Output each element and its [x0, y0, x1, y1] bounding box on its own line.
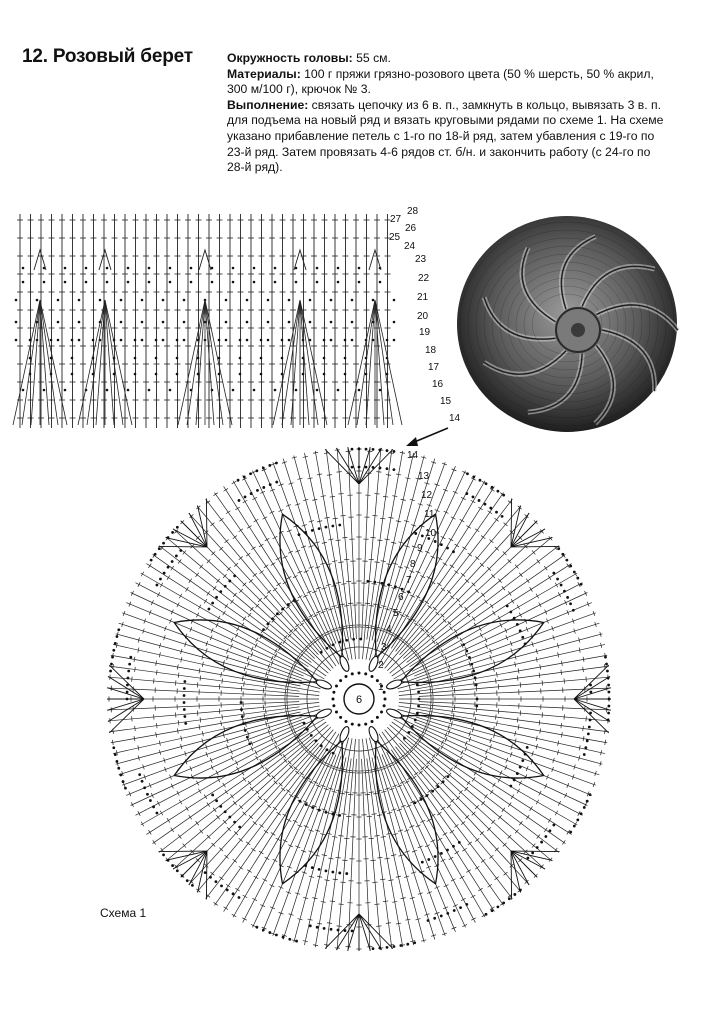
- top-chart-row-numbers: [389, 206, 461, 424]
- row-number: 23: [415, 254, 427, 265]
- row-number: 7: [406, 575, 412, 586]
- row-number: 3: [381, 642, 387, 653]
- row-number: 21: [417, 292, 429, 303]
- execution-value: связать цепочку из 6 в. п., замкнуть в кольцо, вывязать 3 в. п. для подъема на новый ряд и вязать круговыми рядами по схеме 1. На схеме указано прибавление петель с 1-го по 18-й ряд, затем убавления с 19-го по 23-й ряд. Затем провязать 4-6 рядов ст. б/н. и закончить работу (с 24-го по 28-й ряд).: [227, 97, 664, 175]
- circumference-label: Окружность головы:: [227, 51, 353, 65]
- row-number: 13: [418, 471, 430, 482]
- page-title: 12. Розовый берет: [22, 46, 193, 67]
- row-number: 19: [419, 327, 431, 338]
- row-number: 15: [440, 396, 452, 407]
- row-number: 11: [424, 509, 435, 520]
- row-number: 16: [432, 379, 444, 390]
- row-number: 17: [428, 362, 440, 373]
- chart-center-ring: [344, 684, 374, 714]
- row-number: 25: [389, 232, 401, 243]
- row-number: 5: [393, 608, 399, 619]
- chart-caption: Схема 1: [100, 906, 147, 920]
- row-number: 4: [386, 624, 392, 635]
- row-number: 9: [417, 543, 423, 554]
- row-number: 28: [407, 206, 419, 217]
- top-partial-chart: [13, 214, 402, 428]
- beret-photo: [457, 216, 678, 432]
- row-number: 24: [404, 241, 416, 252]
- row-number: 6: [398, 592, 404, 603]
- row-number: 18: [425, 345, 437, 356]
- row-number: 2: [378, 660, 384, 671]
- row-number: 14: [407, 450, 419, 461]
- circumference-value: 55 см.: [352, 51, 391, 65]
- chart-center-label: 6: [355, 694, 363, 706]
- execution-label: Выполнение:: [227, 97, 309, 112]
- row-number: 26: [405, 223, 417, 234]
- row-number: 12: [421, 490, 433, 501]
- row-number: 14: [449, 413, 461, 424]
- row-number: 10: [425, 528, 437, 539]
- row-number: 22: [418, 273, 430, 284]
- row-number: 1: [378, 682, 384, 693]
- row-number: 27: [390, 214, 402, 225]
- materials-label: Материалы:: [227, 66, 301, 81]
- arrow-icon: [406, 428, 448, 446]
- row-number: 20: [417, 311, 429, 322]
- row-number: 8: [410, 559, 416, 570]
- materials-value: 100 г пряжи грязно-розового цвета (50 % шерсть, 50 % акрил, 300 м/100 г), крючок № 3.: [227, 66, 654, 97]
